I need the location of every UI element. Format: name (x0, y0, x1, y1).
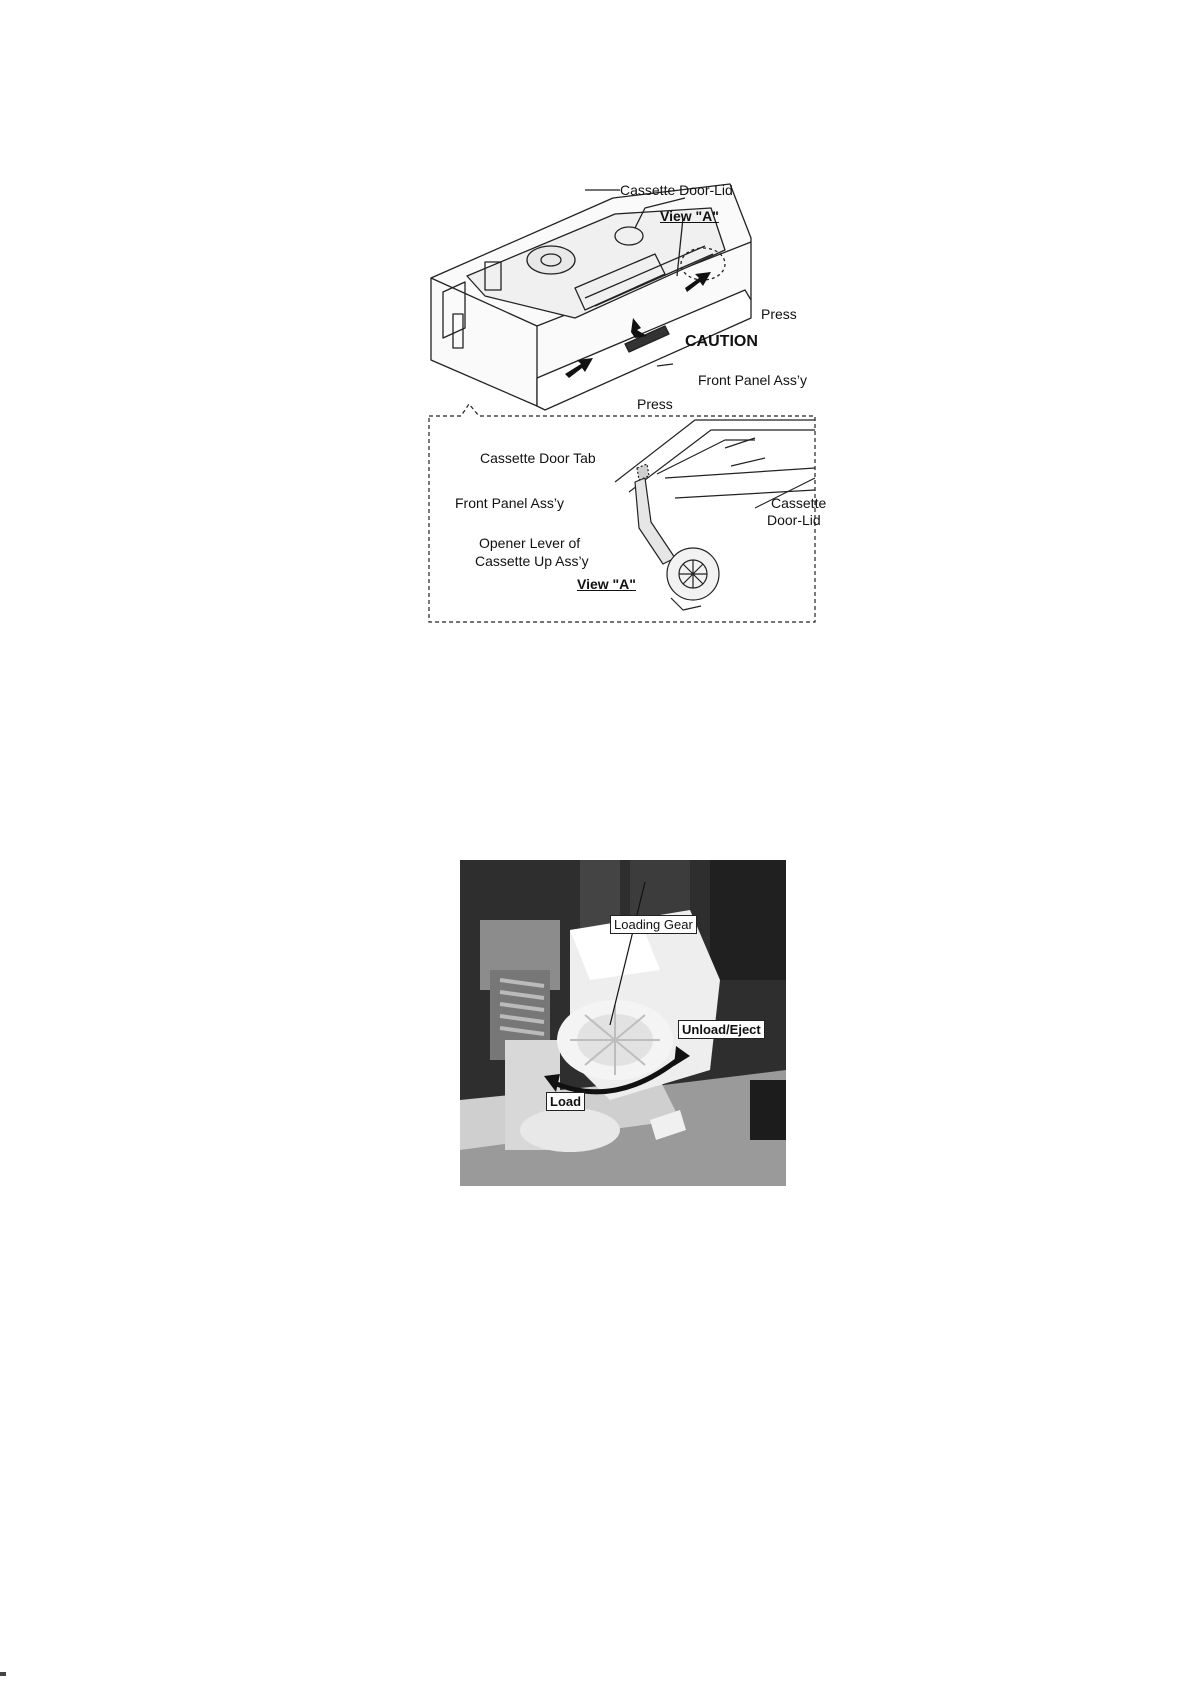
label-opener-lever-line1: Opener Lever of (479, 535, 581, 551)
loading-gear-photo (460, 860, 786, 1186)
label-detail-front-panel-assy: Front Panel Ass’y (455, 495, 564, 511)
label-view-a-top: View "A" (660, 208, 719, 224)
label-press-bottom: Press (637, 396, 673, 412)
front-panel-removal-diagram (425, 178, 845, 624)
label-view-a-detail: View "A" (577, 576, 636, 592)
label-cassette-door-lid: Cassette Door-Lid (620, 182, 733, 198)
label-unload-eject: Unload/Eject (678, 1020, 765, 1039)
label-detail-door-lid-line2: Door-Lid (767, 512, 821, 528)
label-loading-gear: Loading Gear (610, 915, 697, 934)
label-opener-lever-line2: Cassette Up Ass’y (475, 553, 589, 569)
label-press-right: Press (761, 306, 797, 322)
loading-gear-photo-figure (460, 860, 786, 1186)
label-cassette-door-tab: Cassette Door Tab (480, 450, 596, 466)
label-front-panel-assy: Front Panel Ass’y (698, 372, 807, 388)
page-edge-mark (0, 1672, 6, 1676)
label-caution: CAUTION (685, 333, 758, 350)
label-load: Load (546, 1092, 585, 1111)
label-detail-cassette-line1: Cassette (771, 495, 827, 511)
